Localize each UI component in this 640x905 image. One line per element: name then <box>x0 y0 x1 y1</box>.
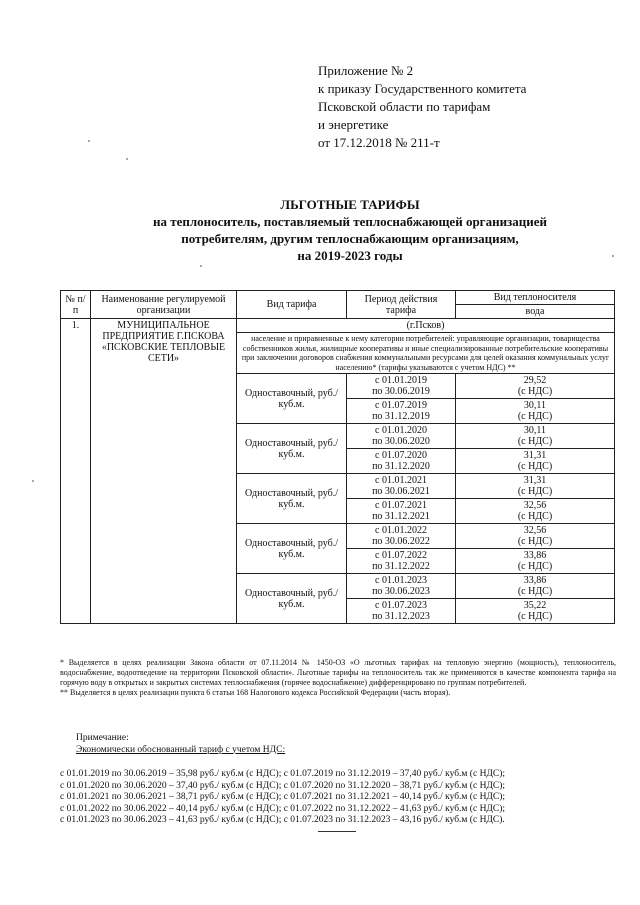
value-cell <box>456 599 615 624</box>
period-to: по 30.06.2023 <box>372 586 430 597</box>
annex-line: к приказу Государственного комитета <box>318 81 527 96</box>
vat-note: (с НДС) <box>517 561 553 572</box>
tariff-kind: Одноставочный, руб./куб.м. <box>237 574 347 624</box>
tariff-value: 30,11 <box>523 425 547 436</box>
period-from: с 01.07.2020 <box>375 450 427 461</box>
period-cell <box>347 399 456 424</box>
tariff-value: 35,22 <box>523 600 547 611</box>
tariff-value: 32,56 <box>523 500 547 511</box>
table-row <box>61 319 615 333</box>
value-cell <box>456 474 615 499</box>
annex-line: от 17.12.2018 № 211-т <box>318 135 440 150</box>
period-to: по 30.06.2021 <box>372 486 430 497</box>
period-from: с 01.07.2023 <box>375 600 427 611</box>
vat-note: (с НДС) <box>517 436 553 447</box>
tariff-kind: Одноставочный, руб./куб.м. <box>237 424 347 474</box>
period-to: по 31.12.2019 <box>372 411 430 422</box>
value-cell <box>456 524 615 549</box>
value-cell <box>456 449 615 474</box>
heading-line: на теплоноситель, поставляемый теплоснабжающей организацией <box>152 214 548 229</box>
category-cell: население и приравненные к нему категории потребителей: управляющие организации, товарищества собственников жилья, жилищные кооперативы и иные специализированные потребительские кооперативы при заключении договоров снабжения коммунальными ресурсами для целей оказания коммунальных услуг населению* (тарифы указываются с учетом НДС) ** <box>237 333 615 374</box>
header-water: вода <box>456 305 615 319</box>
vat-note: (с НДС) <box>517 461 553 472</box>
tariff-kind: Одноставочный, руб./куб.м. <box>237 374 347 424</box>
note-block <box>60 733 616 827</box>
header-org: Наименование регулируемой организации <box>91 291 237 319</box>
vat-note: (с НДС) <box>517 486 553 497</box>
tariff-kind: Одноставочный, руб./куб.м. <box>237 524 347 574</box>
city-cell: (г.Псков) <box>237 319 615 333</box>
period-to: по 30.06.2022 <box>372 536 430 547</box>
value-cell <box>456 574 615 599</box>
period-to: по 31.12.2023 <box>372 611 430 622</box>
annex-line: Псковской области по тарифам <box>318 99 491 114</box>
footnote-1: * Выделяется в целях реализации Закона области от 07.11.2014 № 1450-ОЗ «О льготных тарифах на тепловую энергию (мощность), теплоноситель, водоснабжение, водоотведение на территории Псковской области». Льготные тарифы на теплоноситель так же применяются в качестве компонента тарифа на горячую воду в открытых и закрытых системах теплоснабжения (горячее водоснабжение) дифференцировано по группам потребителей. <box>60 658 616 687</box>
note-line: с 01.01.2019 по 30.06.2019 – 35,98 руб./ куб.м (с НДС); с 01.07.2019 по 31.12.2019 – 37,40 руб./ куб.м (с НДС); <box>60 769 506 779</box>
scan-speck <box>200 265 202 267</box>
period-cell <box>347 499 456 524</box>
note-line: с 01.01.2023 по 30.06.2023 – 41,63 руб./ куб.м (с НДС); с 01.07.2023 по 31.12.2023 – 43,16 руб./ куб.м (с НДС). <box>60 815 505 825</box>
closing-rule <box>318 831 356 832</box>
tariff-value: 31,31 <box>523 450 547 461</box>
tariff-value: 31,31 <box>523 475 547 486</box>
value-cell <box>456 549 615 574</box>
period-cell <box>347 599 456 624</box>
footnote-2: ** Выделяется в целях реализации пункта 6 статьи 168 Налогового кодекса Российской Федерации (часть вторая). <box>60 688 451 697</box>
period-cell <box>347 574 456 599</box>
note-title: Примечание: <box>76 733 129 743</box>
scan-speck <box>88 140 90 142</box>
period-from: с 01.01.2019 <box>375 375 427 386</box>
annex-line: и энергетике <box>318 117 389 132</box>
tariff-value: 29,52 <box>523 375 547 386</box>
tariff-value: 33,86 <box>523 550 547 561</box>
note-line: с 01.01.2022 по 30.06.2022 – 40,14 руб./ куб.м (с НДС); с 01.07.2022 по 31.12.2022 – 41,63 руб./ куб.м (с НДС); <box>60 803 506 814</box>
period-cell <box>347 424 456 449</box>
period-from: с 01.01.2020 <box>375 425 427 436</box>
header-kind: Вид тарифа <box>237 291 347 319</box>
tariff-value: 33,86 <box>523 575 547 586</box>
heading-line: ЛЬГОТНЫЕ ТАРИФЫ <box>280 197 420 212</box>
period-to: по 30.06.2020 <box>372 436 430 447</box>
note-subtitle: Экономически обоснованный тариф с учетом НДС: <box>76 744 286 755</box>
period-from: с 01.07.2019 <box>375 400 427 411</box>
period-cell <box>347 549 456 574</box>
period-cell <box>347 524 456 549</box>
document-heading <box>60 196 640 264</box>
period-to: по 31.12.2022 <box>372 561 430 572</box>
value-cell <box>456 499 615 524</box>
header-period: Период действия тарифа <box>347 291 456 319</box>
header-carrier: Вид теплоносителя <box>456 291 615 305</box>
vat-note: (с НДС) <box>517 411 553 422</box>
period-cell <box>347 474 456 499</box>
vat-note: (с НДС) <box>517 586 553 597</box>
vat-note: (с НДС) <box>517 611 553 622</box>
vat-note: (с НДС) <box>517 536 553 547</box>
note-lines <box>60 769 616 827</box>
period-from: с 01.07.2022 <box>375 550 427 561</box>
tariff-value: 32,56 <box>523 525 547 536</box>
period-from: с 01.07.2021 <box>375 500 427 511</box>
period-to: по 31.12.2020 <box>372 461 430 472</box>
header-num: № п/п <box>61 291 91 319</box>
note-line: с 01.01.2021 по 30.06.2021 – 38,71 руб./ куб.м (с НДС); с 01.07.2021 по 31.12.2021 – 40,14 руб./ куб.м (с НДС); <box>60 792 506 802</box>
period-cell <box>347 449 456 474</box>
vat-note: (с НДС) <box>517 511 553 522</box>
row-num: 1. <box>61 319 91 624</box>
value-cell <box>456 374 615 399</box>
heading-line: потребителям, другим теплоснабжающим организациям, <box>181 231 519 246</box>
note-line: с 01.01.2020 по 30.06.2020 – 37,40 руб./ куб.м (с НДС); с 01.07.2020 по 31.12.2020 – 38,71 руб./ куб.м (с НДС); <box>60 780 506 791</box>
period-to: по 30.06.2019 <box>372 386 430 397</box>
scan-speck <box>126 158 128 160</box>
org-name: МУНИЦИПАЛЬНОЕ ПРЕДПРИЯТИЕ Г.ПСКОВА «ПСКОВСКИЕ ТЕПЛОВЫЕ СЕТИ» <box>91 319 237 624</box>
scan-speck <box>32 480 34 482</box>
period-to: по 31.12.2021 <box>372 511 430 522</box>
footnotes <box>60 658 616 698</box>
heading-line: на 2019-2023 годы <box>297 248 403 263</box>
period-from: с 01.01.2022 <box>375 525 427 536</box>
annex-block <box>318 62 618 152</box>
vat-note: (с НДС) <box>517 386 553 397</box>
annex-line: Приложение № 2 <box>318 63 414 78</box>
table-header-row <box>61 291 615 305</box>
period-from: с 01.01.2021 <box>375 475 427 486</box>
scan-speck <box>612 255 614 257</box>
tariff-table <box>60 290 615 624</box>
tariff-value: 30,11 <box>523 400 547 411</box>
tariff-kind: Одноставочный, руб./куб.м. <box>237 474 347 524</box>
value-cell <box>456 399 615 424</box>
period-cell <box>347 374 456 399</box>
value-cell <box>456 424 615 449</box>
period-from: с 01.01.2023 <box>375 575 427 586</box>
